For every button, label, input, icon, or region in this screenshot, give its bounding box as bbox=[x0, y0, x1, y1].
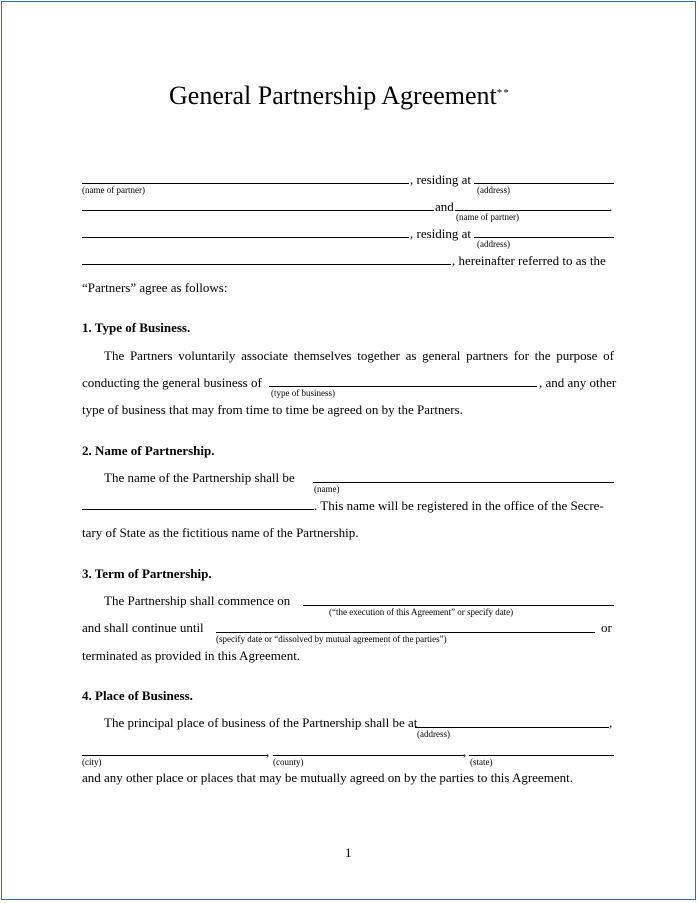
address-caption-2: (address) bbox=[477, 239, 510, 249]
partner-address-field-1b[interactable] bbox=[82, 210, 434, 211]
section-1-line-1: The Partners voluntarily associate themselves together as general partners for the purpose of bbox=[104, 348, 614, 363]
continue-caption: (specify date or “dissolved by mutual agreement of the parties”) bbox=[216, 634, 447, 644]
partner-address-field-2b[interactable] bbox=[82, 264, 451, 265]
partner-address-field-1[interactable] bbox=[474, 183, 614, 184]
place-address-caption: (address) bbox=[417, 729, 450, 739]
partner-name-field-1[interactable] bbox=[82, 183, 409, 184]
section-4-heading: 4. Place of Business. bbox=[82, 688, 193, 703]
section-3-line-2-start: and shall continue until bbox=[82, 620, 204, 635]
name-of-partner-caption-2: (name of partner) bbox=[456, 212, 519, 222]
comma-mark-2: , bbox=[266, 744, 270, 759]
city-caption: (city) bbox=[82, 757, 102, 767]
section-3-line-1: The Partnership shall commence on bbox=[104, 593, 291, 608]
partner-address-field-2[interactable] bbox=[474, 237, 614, 238]
name-caption: (name) bbox=[314, 484, 340, 494]
section-1-line-2-start: conducting the general business of bbox=[82, 375, 262, 390]
commence-caption: (“the execution of this Agreement” or specify date) bbox=[329, 607, 514, 617]
hereinafter-text: , hereinafter referred to as the bbox=[452, 253, 606, 268]
type-of-business-caption: (type of business) bbox=[271, 388, 335, 398]
section-1-line-3: type of business that may from time to time be agreed on by the Partners. bbox=[82, 402, 463, 417]
comma-mark: , bbox=[609, 715, 613, 730]
title-footnote-mark: ** bbox=[496, 87, 510, 99]
county-field[interactable] bbox=[273, 755, 464, 756]
section-2-line-2: . This name will be registered in the office of the Secre- bbox=[314, 498, 604, 513]
and-label: and bbox=[435, 199, 454, 214]
partner-name-field-2[interactable] bbox=[455, 210, 610, 211]
continue-until-field[interactable] bbox=[216, 632, 595, 633]
title-text: General Partnership Agreement bbox=[169, 81, 497, 110]
section-3-line-3: terminated as provided in this Agreement. bbox=[82, 648, 301, 663]
commence-date-field[interactable] bbox=[303, 605, 614, 606]
document-title bbox=[169, 78, 510, 111]
section-4-line-3: and any other place or places that may be mutually agreed on by the parties to this Agreement. bbox=[82, 770, 573, 785]
section-2-line-3: tary of State as the fictitious name of the Partnership. bbox=[82, 525, 359, 540]
residing-at-label-2: , residing at bbox=[410, 226, 472, 241]
section-4-line-1: The principal place of business of the Partnership shall be at bbox=[104, 715, 418, 730]
partner-name-field-2b[interactable] bbox=[82, 237, 409, 238]
state-field[interactable] bbox=[469, 755, 614, 756]
page-number: 1 bbox=[345, 845, 352, 860]
partners-agree-text: “Partners” agree as follows: bbox=[82, 280, 228, 295]
section-3-line-2-end: or bbox=[601, 620, 612, 635]
section-2-heading: 2. Name of Partnership. bbox=[82, 443, 215, 458]
place-of-business-address-field[interactable] bbox=[415, 727, 609, 728]
partnership-name-field-2[interactable] bbox=[82, 509, 314, 510]
county-caption: (county) bbox=[273, 757, 304, 767]
city-field[interactable] bbox=[82, 755, 267, 756]
section-1-heading: 1. Type of Business. bbox=[82, 320, 191, 335]
period-mark: . bbox=[609, 199, 613, 214]
section-1-line-2-end: , and any other bbox=[539, 375, 617, 390]
type-of-business-field[interactable] bbox=[269, 386, 537, 387]
name-of-partner-caption-1: (name of partner) bbox=[82, 185, 145, 195]
address-caption-1: (address) bbox=[477, 185, 510, 195]
partnership-name-field[interactable] bbox=[313, 482, 614, 483]
state-caption: (state) bbox=[470, 757, 493, 767]
residing-at-label-1: , residing at bbox=[410, 172, 472, 187]
comma-mark-3: , bbox=[463, 744, 467, 759]
section-3-heading: 3. Term of Partnership. bbox=[82, 566, 212, 581]
section-2-line-1: The name of the Partnership shall be bbox=[104, 470, 295, 485]
